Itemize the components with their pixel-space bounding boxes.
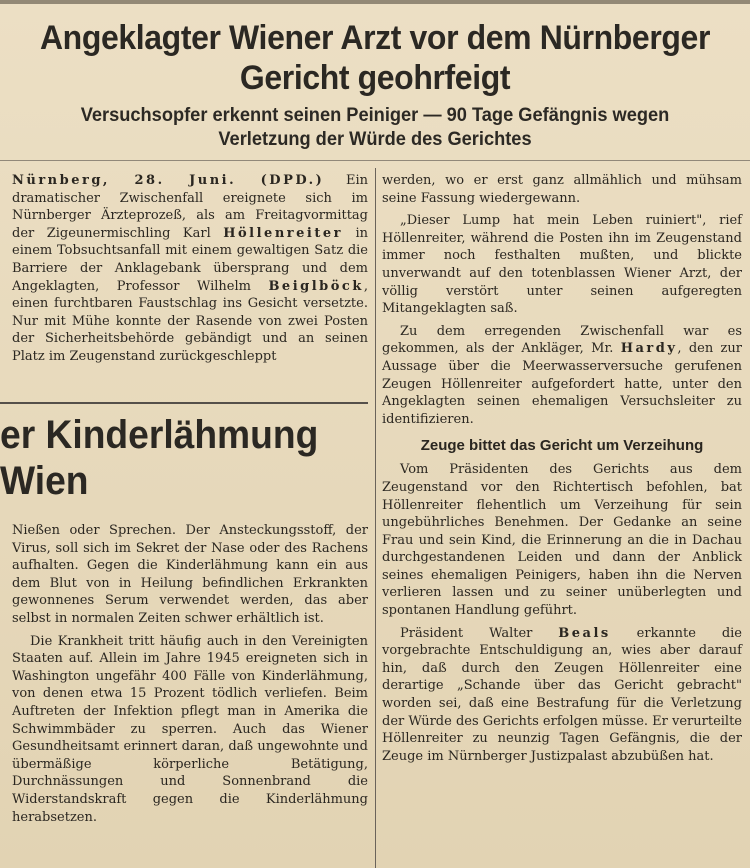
p3-text-b: , den zur Aussage über die Meerwasserversuche gerufenen Zeugen Höllenreiter aufgefordert hatte, unter den Angeklagten seinen ehemaligen Versuchsleiter zu identifizieren. xyxy=(382,341,742,427)
article-column-left xyxy=(12,172,368,366)
p1-text-c: , einen furchtbaren Faustschlag ins Gesicht versetzte. Nur mit Mühe konnte der Rasende von zwei Posten der Sicherheitsbehörde gebändigt und an seinen Platz im Zeugenstand zurückgeschleppt xyxy=(12,278,368,364)
name-beiglboeck: Beiglböck xyxy=(268,278,364,294)
p3-text-a: Zu dem erregenden Zwischenfall war es gekommen, als der Ankläger, Mr. xyxy=(382,323,742,357)
subheadline: Versuchsopfer erkennt seinen Peiniger — 90 Tage Gefängnis wegen Verletzung der Würde des Gerichtes xyxy=(80,105,670,150)
p1-text-b: in einem Tobsuchtsanfall mit einem gewaltigen Satz die Barriere der Anklagebank übersprang und dem Angeklagten, Professor Wilhelm xyxy=(12,225,368,294)
second-headline-partial: er Kinderlähmung Wien xyxy=(0,413,319,503)
p5-text-b: erkannte die vorgebrachte Entschuldigung an, wies aber darauf hin, daß durch den Zeugen Höllenreiter eine derartige „Schande über das Gericht gebracht" worden sei, daß eine Bestrafung für die Verletzung der Würde des Gerichts erfolgen müsse. Er verurteilte Höllenreiter zu neunzig Tagen Gefängnis, die der Zeuge im Nürnberger Justizpalast abzubüßen hat. xyxy=(382,625,742,764)
article-paragraph-4: Vom Präsidenten des Gerichts aus dem Zeugenstand vor den Richtertisch befohlen, bat Höllenreiter flehentlich um Verzeihung für sein ungebührliches Benehmen. Der Gedanke an seine Frau und sein Kind, die Erinnerung an die in Dachau durchgestandenen Leiden und dann der Anblick seines ehemaligen Peinigers, haben ihn die Nerven verlieren lassen und zu seiner unüberlegten und spontanen Handlung geführt. xyxy=(382,462,742,619)
article-paragraph-3 xyxy=(382,323,742,429)
name-hoellenreiter: Höllenreiter xyxy=(223,225,343,241)
name-beals: Beals xyxy=(558,625,611,641)
article-column-right xyxy=(382,172,742,765)
article-paragraph-1 xyxy=(12,172,368,366)
second-article-column xyxy=(12,522,368,826)
name-hardy: Hardy xyxy=(620,341,678,357)
section-divider xyxy=(0,402,368,404)
column-divider xyxy=(375,168,376,868)
headline-divider xyxy=(0,160,750,161)
article-paragraph-2: „Dieser Lump hat mein Leben ruiniert", rief Höllenreiter, während die Posten ihn im Zeugenstand immer noch festhalten mußten, und blickte unverwandt auf den totenblassen Wiener Arzt, der völlig verstört unter seinen aufgeregten Mitangeklagten saß. xyxy=(382,213,742,317)
second-paragraph-1: Nießen oder Sprechen. Der Ansteckungsstoff, der Virus, soll sich im Sekret der Nase oder des Rachens aufhalten. Gegen die Kinderlähmung kann ein aus dem Blut von in Heilung befindlichen Erkrankten gewonnenes Serum verwendet werden, das aber selbst in normalen Zeiten schwer erhältlich ist. xyxy=(12,523,368,626)
dateline: Nürnberg, 28. Juni. (DPD.) xyxy=(12,173,325,188)
headline: Angeklagter Wiener Arzt vor dem Nürnberger Gericht geohrfeigt xyxy=(39,19,711,97)
top-rule xyxy=(0,0,750,4)
article-paragraph-5 xyxy=(382,625,742,766)
p1-text-a: Ein dramatischer Zwischenfall ereignete sich im Nürnberger Ärzteprozeß, als am Freitagvormittag der Zigeunermischling Karl xyxy=(12,173,368,241)
article-paragraph-1-continued: werden, wo er erst ganz allmählich und mühsam seine Fassung wiedergewann. xyxy=(382,173,742,206)
second-paragraph-2: Die Krankheit tritt häufig auch in den Vereinigten Staaten auf. Allein im Jahre 1945 ereigneten sich in Washington ungefähr 400 Fälle von Kinderlähmung, von denen etwa 15 Prozent tödlich verliefen. Beim Auftreten der Infektion pflegt man in Amerika die Schwimmbäder zu sperren. Auch das Wiener Gesundheitsamt erinnert daran, daß ungewohnte und übermäßige körperliche Betätigung, Durchnässungen und Sonnenbrand die Widerstandskraft gegen die Kinderlähmung herabsetzen. xyxy=(12,633,368,825)
article-subhead: Zeuge bittet das Gericht um Verzeihung xyxy=(420,437,704,455)
p5-text-a: Präsident Walter xyxy=(400,625,559,641)
